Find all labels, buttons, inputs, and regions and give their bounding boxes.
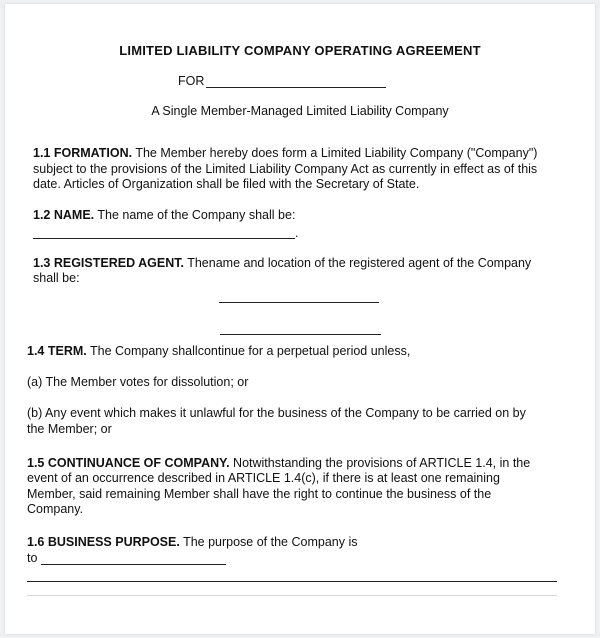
agent-blank-line-2 <box>220 334 381 335</box>
section-1-5-line-3: Member, said remaining Member shall have the right to continue the business of the <box>27 487 492 501</box>
for-label: FOR <box>178 74 205 88</box>
document-subtitle: A Single Member-Managed Limited Liability Company <box>151 104 449 118</box>
document-title: LIMITED LIABILITY COMPANY OPERATING AGREEMENT <box>119 43 481 58</box>
section-1-6-line-1: 1.6 BUSINESS PURPOSE. The purpose of the Company is <box>27 535 358 549</box>
section-1-4-item-b-line-2: the Member; or <box>27 422 112 436</box>
purpose-blank-line-3 <box>27 595 557 596</box>
section-1-5-line-1: 1.5 CONTINUANCE OF COMPANY. Notwithstanding the provisions of ARTICLE 1.4, in the <box>27 456 531 470</box>
section-1-2-heading: 1.2 NAME. <box>33 208 95 222</box>
section-1-3-line-1: 1.3 REGISTERED AGENT. Thename and location of the registered agent of the Company <box>33 256 532 270</box>
agent-blank-line-1 <box>219 302 379 303</box>
section-1-3-line-2: shall be: <box>33 271 80 285</box>
section-1-5-line-4: Company. <box>27 502 84 516</box>
section-1-1-heading: 1.1 FORMATION. <box>33 146 133 160</box>
section-1-1-line-3: date. Articles of Organization shall be filed with the Secretary of State. <box>33 177 420 191</box>
section-1-5-heading: 1.5 CONTINUANCE OF COMPANY. <box>27 456 230 470</box>
section-1-1-line-1: 1.1 FORMATION. The Member hereby does form a Limited Liability Company ("Company") <box>33 146 538 160</box>
for-blank-line <box>206 87 386 88</box>
section-1-3-heading: 1.3 REGISTERED AGENT. <box>33 256 184 270</box>
name-period: . <box>295 226 299 240</box>
purpose-blank-line-2 <box>27 581 557 582</box>
section-1-5-line-2: event of an occurrence described in ARTICLE 1.4(c), if there is at least one remaining <box>27 471 500 485</box>
section-1-4-line-1: 1.4 TERM. The Company shallcontinue for a perpetual period unless, <box>27 344 411 358</box>
section-1-4-item-b-line-1: (b) Any event which makes it unlawful for the business of the Company to be carried on by <box>27 406 526 420</box>
section-1-6-line-2: to <box>27 551 38 565</box>
name-blank-line <box>33 238 295 239</box>
section-1-1-line-2: subject to the provisions of the Limited Liability Company Act as currently in effect as of this <box>33 162 538 176</box>
document-page <box>5 4 595 634</box>
section-1-6-heading: 1.6 BUSINESS PURPOSE. <box>27 535 180 549</box>
section-1-4-item-a: (a) The Member votes for dissolution; or <box>27 375 249 389</box>
purpose-blank-line-1 <box>41 564 226 565</box>
section-1-4-heading: 1.4 TERM. <box>27 344 87 358</box>
section-1-2-line-1: 1.2 NAME. The name of the Company shall be: <box>33 208 296 222</box>
